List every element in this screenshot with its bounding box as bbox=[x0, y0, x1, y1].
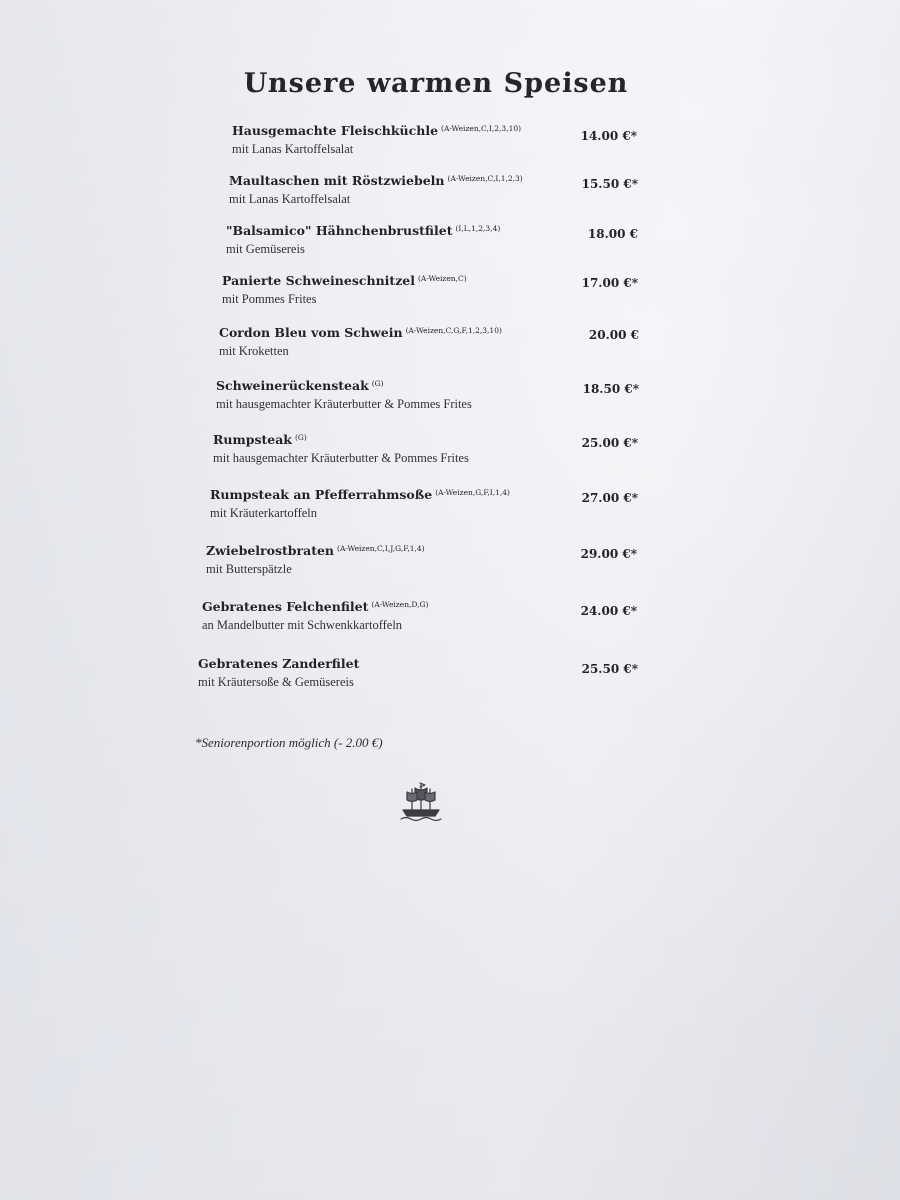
dish-description: mit Kroketten bbox=[219, 344, 289, 358]
dish-name: Panierte Schweineschnitzel bbox=[222, 273, 415, 288]
dish-name: Gebratenes Zanderfilet bbox=[198, 656, 360, 671]
dish-description: mit Gemüsereis bbox=[226, 242, 305, 256]
dish-price: 15.50 €* bbox=[581, 177, 638, 191]
dish-description: mit hausgemachter Kräuterbutter & Pommes Frites bbox=[216, 397, 472, 411]
dish-price: 24.00 €* bbox=[580, 604, 637, 618]
dish-price: 25.00 €* bbox=[581, 436, 638, 450]
sailing-ship-icon bbox=[398, 780, 444, 822]
dish-description: mit Lanas Kartoffelsalat bbox=[232, 142, 354, 156]
dish-name: Rumpsteak bbox=[213, 432, 292, 447]
dish-name: Cordon Bleu vom Schwein bbox=[219, 325, 403, 340]
dish-name: "Balsamico" Hähnchenbrustfilet bbox=[226, 223, 453, 238]
allergen-codes: (A-Weizen,C,I,1,2,3) bbox=[447, 174, 523, 183]
dish-description: mit Kräutersoße & Gemüsereis bbox=[198, 675, 354, 689]
dish-price: 18.00 € bbox=[587, 227, 638, 241]
dish-name: Hausgemachte Fleischküchle bbox=[232, 123, 439, 138]
dish-description: mit Kräuterkartoffeln bbox=[210, 506, 318, 520]
dish-name: Gebratenes Felchenfilet bbox=[202, 599, 369, 614]
dish-price: 29.00 €* bbox=[580, 547, 637, 561]
dish-price: 20.00 € bbox=[588, 328, 639, 342]
dish-price: 27.00 €* bbox=[581, 491, 638, 505]
allergen-codes: (A-Weizen,D,G) bbox=[371, 600, 429, 609]
allergen-codes: (G) bbox=[371, 379, 384, 388]
allergen-codes: (A-Weizen,G,F,I,1,4) bbox=[435, 488, 510, 497]
dish-description: mit hausgemachter Kräuterbutter & Pommes Frites bbox=[213, 451, 469, 465]
dish-description: mit Butterspätzle bbox=[206, 562, 292, 576]
dish-description: mit Pommes Frites bbox=[222, 292, 317, 306]
dish-name: Rumpsteak an Pfefferrahmsoße bbox=[210, 487, 433, 502]
dish-price: 14.00 €* bbox=[580, 129, 637, 143]
allergen-codes: (A-Weizen,C,I,2,3,10) bbox=[441, 124, 522, 133]
allergen-codes: (G) bbox=[294, 433, 307, 442]
allergen-codes: (A-Weizen,C) bbox=[418, 274, 467, 283]
allergen-codes: (A-Weizen,C,G,F,1,2,3,10) bbox=[405, 326, 502, 335]
senior-portion-note: *Seniorenportion möglich (- 2.00 €) bbox=[195, 735, 383, 750]
dish-name: Schweinerückensteak bbox=[216, 378, 369, 393]
dish-price: 25.50 €* bbox=[581, 662, 638, 676]
dish-description: mit Lanas Kartoffelsalat bbox=[229, 192, 351, 206]
menu-title: Unsere warmen Speisen bbox=[242, 68, 629, 99]
dish-name: Zwiebelrostbraten bbox=[206, 543, 335, 558]
dish-description: an Mandelbutter mit Schwenkkartoffeln bbox=[202, 618, 403, 632]
dish-price: 18.50 €* bbox=[582, 382, 639, 396]
dish-name: Maultaschen mit Röstzwiebeln bbox=[229, 173, 445, 188]
allergen-codes: (A-Weizen,C,I,J,G,F,1,4) bbox=[337, 544, 425, 553]
allergen-codes: (I,L,1,2,3,4) bbox=[455, 224, 501, 233]
dish-price: 17.00 €* bbox=[581, 276, 638, 290]
